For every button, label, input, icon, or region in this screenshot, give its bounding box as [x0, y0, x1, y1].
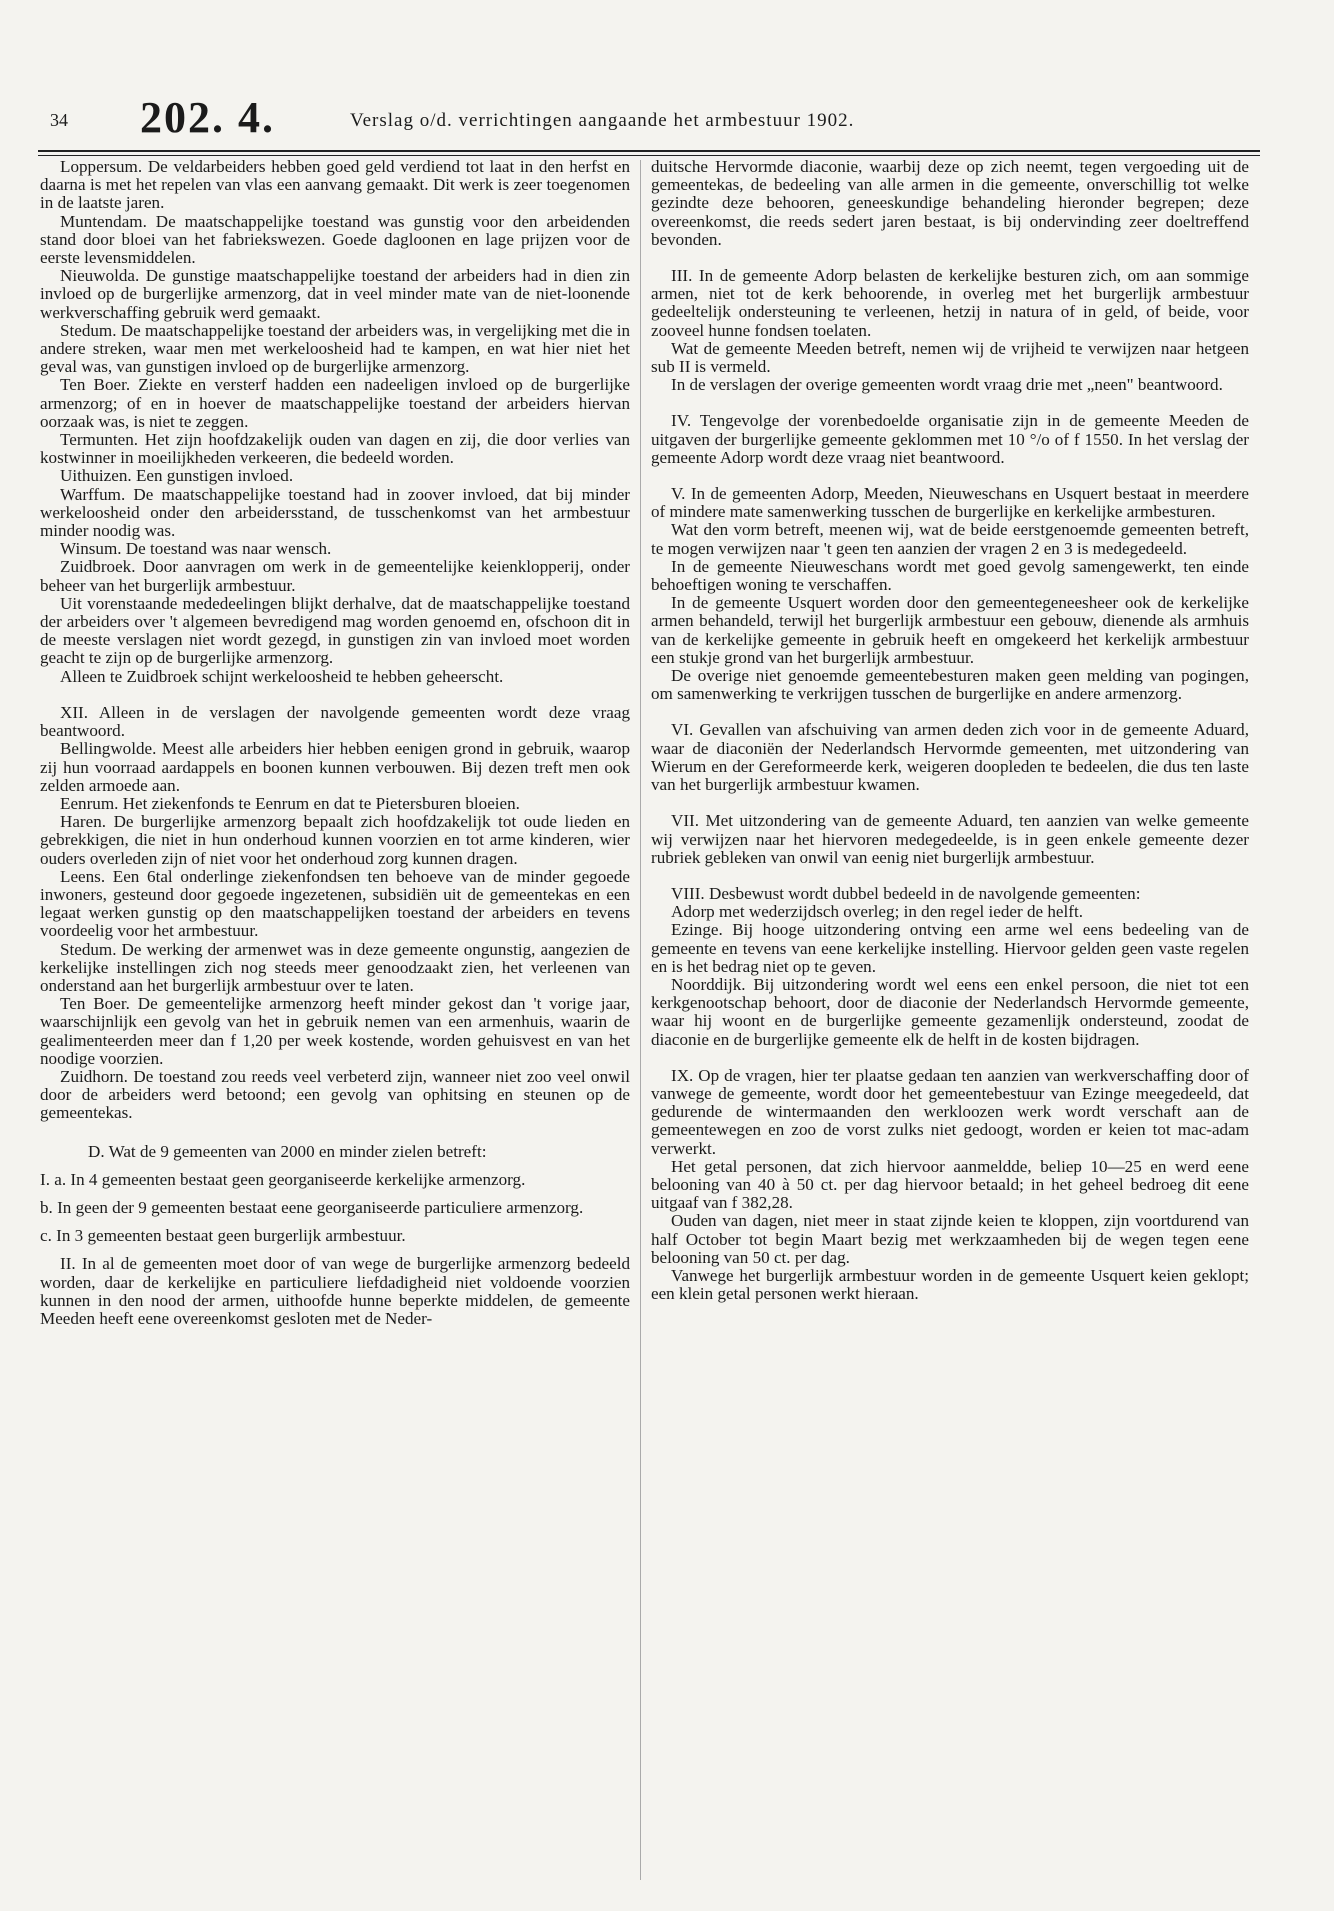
paragraph: De overige niet genoemde gemeentebesturen maken geen melding van pogingen, om samenwerking te verkrijgen tusschen de burgerlijke en andere armenzorg.	[651, 666, 1249, 704]
section-v: V. In de gemeenten Adorp, Meeden, Nieuweschans en Usquert bestaat in meerdere of mindere mate samenwerking tusschen de burgerlijke en kerkelijke armbesturen.	[651, 484, 1249, 522]
paragraph: Zuidhorn. De toestand zou reeds veel verbeterd zijn, wanneer niet zoo veel onwil door de arbeiders werd betoond; een gevolg van ophitsing en steunen op de gemeentekas.	[40, 1066, 630, 1123]
paragraph: Zuidbroek. Door aanvragen om werk in de gemeentelijke keienklopperij, onder beheer van het burgerlijk armbestuur.	[40, 557, 630, 595]
paragraph: Ouden van dagen, niet meer in staat zijnde keien te kloppen, zijn voortdurend van half October tot begin Maart bezig met werkzaamheden bij de wegen tegen eene belooning van 50 ct. per dag.	[651, 1211, 1249, 1267]
paragraph: Wat de gemeente Meeden betreft, nemen wij de vrijheid te verwijzen naar hetgeen sub II is vermeld.	[651, 338, 1249, 377]
paragraph: Ten Boer. Ziekte en versterf hadden een nadeeligen invloed op de burgerlijke armenzorg; of en in hoever de maatschappelijke toestand der arbeiders hiervan oorzaak was, is niet te zeggen.	[40, 375, 630, 431]
section-vi: VI. Gevallen van afschuiving van armen deden zich voor in de gemeente Aduard, waar de diaconiën der Nederlandsch Hervormde gemeenten, met uitzondering van Wierum en der Gereformeerde kerk, weigeren doopleden te bedeelen, die dus ten laste van het burgerlijk armbestuur kwamen.	[651, 720, 1249, 795]
section-d-heading: D. Wat de 9 gemeenten van 2000 en minder zielen betreft:	[88, 1141, 487, 1161]
paragraph: Loppersum. De veldarbeiders hebben goed geld verdiend tot laat in den herfst en daarna is met het repelen van vlas een aanvang gemaakt. Dit werk is zeer toegenomen in de laatste jaren.	[40, 157, 630, 213]
paragraph: Stedum. De werking der armenwet was in deze gemeente ongunstig, aangezien de kerkelijke instellingen zich nog steeds meer genoodzaakt zien, het verleenen van onderstand aan het burgerlijk armbestuur over te laten.	[40, 939, 630, 995]
paragraph: Adorp met wederzijdsch overleg; in den regel ieder de helft.	[671, 902, 1083, 922]
section-xii: XII. Alleen in de verslagen der navolgende gemeenten wordt deze vraag beantwoord.	[40, 702, 630, 741]
paragraph: Het getal personen, dat zich hiervoor aanmeldde, beliep 10—25 en werd eene belooning van 40 à 50 ct. per dag hiervoor betaald; in het geheel bedroeg dit eene uitgaaf van f 382,28.	[651, 1156, 1249, 1213]
section-iii: III. In de gemeente Adorp belasten de kerkelijke besturen zich, om aan sommige armen, niet tot de kerk behoorende, in overleg met het burgerlijk armbestuur gedeeltelijk ondersteuning te verleenen, hetzij in natura of in geld, of beide, voor zooveel hunne fondsen toelaten.	[651, 266, 1249, 340]
section-ix: IX. Op de vragen, hier ter plaatse gedaan ten aanzien van werkverschaffing door of vanwege de gemeente, wordt door het gemeentebestuur van Ezinge meegedeeld, dat gedurende de wintermaanden den werkloozen werk wordt verschaft aan de gemeentewegen en zoo de vorst zulks niet gedoogt, worden er keien tot mac-adam verwerkt.	[651, 1065, 1249, 1158]
paragraph: In de gemeente Usquert worden door den gemeentegeneesheer ook de kerkelijke armen behandeld, terwijl het burgerlijk armbestuur een gebouw, dienende als armhuis van de kerkelijke gemeente in gebruik heeft en omgekeerd het kerkelijk armbestuur een stukje grond van het burgerlijk armbestuur.	[651, 593, 1249, 667]
left-column	[40, 158, 630, 1328]
paragraph: Uithuizen. Een gunstigen invloed.	[60, 466, 294, 486]
header-rule-thin	[38, 155, 1260, 156]
header-rule	[38, 150, 1260, 152]
page-header	[0, 92, 1334, 142]
right-column	[651, 158, 1249, 1303]
paragraph: Leens. Een 6tal onderlinge ziekenfondsen ten behoeve van de minder gegoede inwoners, gesteund door gegoede ingezetenen, subsidiën uit de gemeentekas en een legaat werken gunstig op den maatschappelijken toestand der arbeiders en tevens voordeelig voor het armbestuur.	[40, 866, 630, 941]
section-vii: VII. Met uitzondering van de gemeente Aduard, ten aanzien van welke gemeente wij verwijzen naar het hiervoren medegedeelde, is in geen enkele gemeente dezer rubriek gebleken van onwil van eenig niet burgerlijk armbestuur.	[651, 811, 1249, 867]
paragraph: Alleen te Zuidbroek schijnt werkeloosheid te hebben geheerscht.	[60, 666, 504, 686]
paragraph: Haren. De burgerlijke armenzorg bepaalt zich hoofdzakelijk tot oude lieden en gebrekkigen, die niet in hun onderhoud kunnen voorzien en tot arme kinderen, wier ouders overleden zijn of niet voor het onderhoud zorg kunnen dragen.	[40, 812, 630, 868]
section-iv: IV. Tengevolge der vorenbedoelde organisatie zijn in de gemeente Meeden de uitgaven der burgerlijke gemeente geklommen met 10 °/o of f 1550. In het verslag der gemeente Adorp wordt deze vraag niet beantwoord.	[651, 411, 1249, 467]
item-ib: b. In geen der 9 gemeenten bestaat eene georganiseerde particuliere armenzorg.	[40, 1197, 584, 1217]
paragraph: Wat den vorm betreft, meenen wij, wat de beide eerstgenoemde gemeenten betreft, te mogen verwijzen naar 't geen ten aanzien der vragen 2 en 3 is medegedeeld.	[651, 520, 1249, 558]
paragraph: Noorddijk. Bij uitzondering wordt wel eens een enkel persoon, die niet tot een kerkgenootschap behoort, door de diaconie der Nederlandsch Hervormde gemeente, waar hij woont en de burgerlijke gemeente gezamenlijk ondersteund, zoodat de diaconie en de burgerlijke gemeente elk de helft in de kosten bijdragen.	[651, 974, 1249, 1049]
column-divider	[640, 160, 641, 1880]
section-ii: II. In al de gemeenten moet door of van wege de burgerlijke armenzorg bedeeld worden, daar de kerkelijke en particuliere liefdadigheid niet voldoende voorzien kunnen in den nood der armen, uithoofde hunne beperkte middelen, de gemeente Meeden heeft eene overeenkomst gesloten met de Neder-	[40, 1254, 630, 1328]
paragraph: duitsche Hervormde diaconie, waarbij deze op zich neemt, tegen vergoeding uit de gemeentekas, de bedeeling van alle armen in die gemeente, onverschillig tot welke gezindte deze behooren, geneeskundige behandeling hieronder begrepen; deze overeenkomst, die reeds sedert jaren bestaat, is bij ondervinding zeer doeltreffend bevonden.	[651, 157, 1249, 249]
paragraph: In de verslagen der overige gemeenten wordt vraag drie met „neen" beantwoord.	[671, 375, 1223, 395]
item-ia: I. a. In 4 gemeenten bestaat geen georganiseerde kerkelijke armenzorg.	[40, 1169, 526, 1189]
section-viii: VIII. Desbewust wordt dubbel bedeeld in de navolgende gemeenten:	[671, 883, 1141, 903]
paragraph: Stedum. De maatschappelijke toestand der arbeiders was, in vergelijking met die in andere streken, waar men met werkeloosheid had te kampen, en wat hier niet het geval was, van gunstigen invloed op de burgerlijke armenzorg.	[40, 320, 630, 377]
paragraph: Muntendam. De maatschappelijke toestand was gunstig voor den arbeidenden stand door bloei van het fabriekswezen. Goede dagloonen en lage prijzen voor de eerste levensmiddelen.	[40, 211, 630, 268]
volume-stamp: 202. 4.	[140, 93, 275, 142]
paragraph: Vanwege het burgerlijk armbestuur worden in de gemeente Usquert keien geklopt; een klein getal personen werkt hieraan.	[651, 1265, 1249, 1304]
paragraph: Eenrum. Het ziekenfonds te Eenrum en dat te Pietersburen bloeien.	[60, 793, 520, 813]
running-title: Verslag o/d. verrichtingen aangaande het armbestuur 1902.	[350, 110, 855, 131]
paragraph: In de gemeente Nieuweschans wordt met goed gevolg samengewerkt, ten einde behoeftigen woning te verschaffen.	[651, 556, 1249, 595]
paragraph: Winsum. De toestand was naar wensch.	[60, 539, 332, 559]
paragraph: Uit vorenstaande mededeelingen blijkt derhalve, dat de maatschappelijke toestand der arbeiders over 't algemeen bevredigend mag worden genoemd en, ofschoon dit in de meeste verslagen niet wordt gezegd, in gunstigen zin van invloed moet worden geacht te zijn op de burgerlijke armenzorg.	[40, 593, 630, 668]
page-number: 34	[50, 110, 68, 130]
paragraph: Ezinge. Bij hooge uitzondering ontving een arme wel eens bedeeling van de gemeente en tevens van eene kerkelijke instelling. Hiervoor gelden geen vaste regelen en is het bedrag niet op te geven.	[651, 920, 1249, 976]
item-ic: c. In 3 gemeenten bestaat geen burgerlijk armbestuur.	[40, 1226, 406, 1246]
paragraph: Warffum. De maatschappelijke toestand had in zoover invloed, dat bij minder werkeloosheid onder den arbeidersstand, de tusschenkomst van het armbestuur minder noodig was.	[40, 484, 630, 541]
paragraph: Bellingwolde. Meest alle arbeiders hier hebben eenigen grond in gebruik, waarop zij hun voorraad aardappels en boonen kunnen verbouwen. Bij dezen treft men ook zelden armoede aan.	[40, 739, 630, 795]
paragraph: Termunten. Het zijn hoofdzakelijk ouden van dagen en zij, die door verlies van kostwinner in moeilijkheden verkeeren, die bedeeld worden.	[40, 430, 630, 468]
paragraph: Nieuwolda. De gunstige maatschappelijke toestand der arbeiders had in dien zin invloed op de burgerlijke armenzorg, dat in veel minder mate van de niet-loonende werkverschaffing gebruik werd gemaakt.	[40, 266, 630, 322]
paragraph: Ten Boer. De gemeentelijke armenzorg heeft minder gekost dan 't vorige jaar, waarschijnlijk een gevolg van het in gebruik nemen van een armenhuis, waarin de gealimenteerden meer dan f 1,20 per week kostende, worden gehuisvest en van het noodige voorzien.	[40, 994, 630, 1068]
